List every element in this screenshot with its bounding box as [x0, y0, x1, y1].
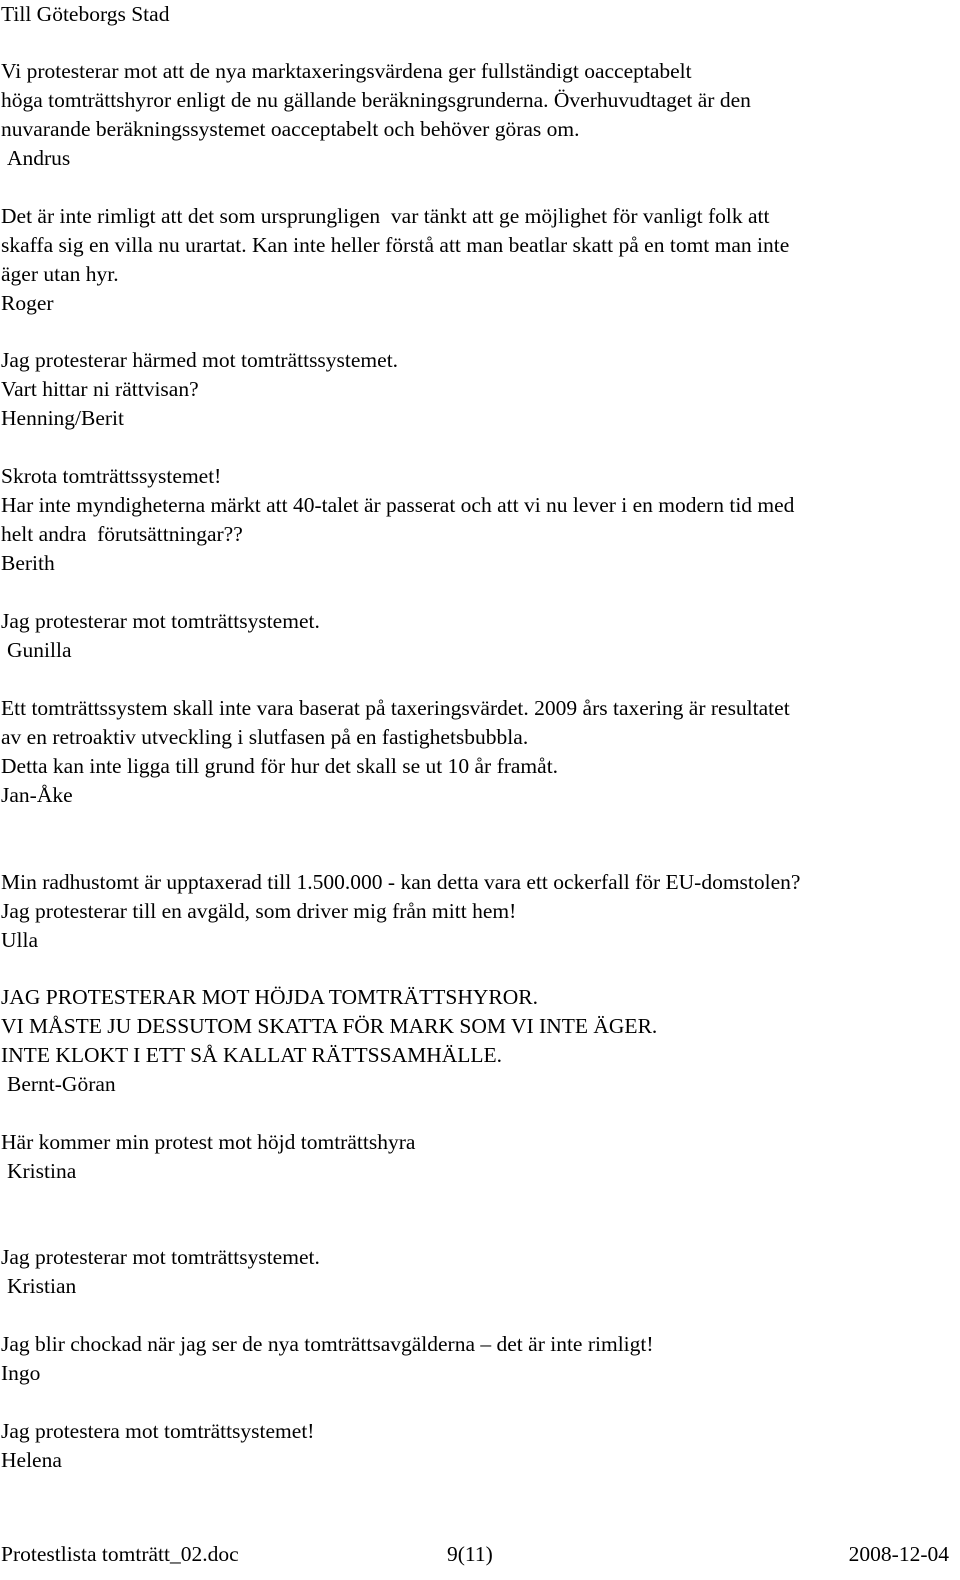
entry-line: JAG PROTESTERAR MOT HÖJDA TOMTRÄTTSHYROR.: [1, 985, 538, 1009]
entry-line: Ett tomträttssystem skall inte vara baserat på taxeringsvärdet. 2009 års taxering är resultatet: [1, 696, 790, 720]
entry-line: Jag protesterar härmed mot tomträttssystemet.: [1, 348, 399, 372]
entry-signature: Ulla: [1, 928, 39, 952]
entry-line: Här kommer min protest mot höjd tomträttshyra: [1, 1130, 416, 1154]
entry-signature: Helena: [1, 1448, 62, 1472]
entry-line: Jag protesterar mot tomträttsystemet.: [1, 609, 320, 633]
entry-signature: Berith: [1, 551, 55, 575]
entry-line: äger utan hyr.: [1, 262, 119, 286]
entry-signature: Kristian: [7, 1274, 77, 1298]
entry-line: VI MÅSTE JU DESSUTOM SKATTA FÖR MARK SOM VI INTE ÄGER.: [1, 1014, 658, 1038]
entry-line: skaffa sig en villa nu urartat. Kan inte heller förstå att man beatlar skatt på en tomt man inte: [1, 233, 790, 257]
entry-signature: Jan-Åke: [1, 783, 73, 807]
entry-line: Vart hittar ni rättvisan?: [1, 377, 199, 401]
entry-line: av en retroaktiv utveckling i slutfasen på en fastighetsbubbla.: [1, 725, 529, 749]
entry-signature: Kristina: [7, 1159, 77, 1183]
footer-date: 2008-12-04: [848, 1542, 949, 1566]
entry-signature: Bernt-Göran: [7, 1072, 116, 1096]
entry-line: Vi protesterar mot att de nya marktaxeringsvärdena ger fullständigt oacceptabelt: [1, 59, 692, 83]
entry-line: Skrota tomträttssystemet!: [1, 464, 222, 488]
entry-line: helt andra förutsättningar??: [1, 522, 243, 546]
entry-line: INTE KLOKT I ETT SÅ KALLAT RÄTTSSAMHÄLLE.: [1, 1043, 503, 1067]
entry-signature: Henning/Berit: [1, 406, 125, 430]
entry-signature: Roger: [1, 291, 54, 315]
entry-line: Jag protesterar till en avgäld, som driver mig från mitt hem!: [1, 899, 517, 923]
footer-page-number: 9(11): [447, 1542, 493, 1566]
entry-line: nuvarande beräkningssystemet oacceptabelt och behöver göras om.: [1, 117, 580, 141]
document-heading: Till Göteborgs Stad: [1, 2, 170, 26]
entry-line: höga tomträttshyror enligt de nu gällande beräkningsgrunderna. Överhuvudtaget är den: [1, 88, 751, 112]
entry-signature: Gunilla: [7, 638, 72, 662]
entry-line: Det är inte rimligt att det som ursprungligen var tänkt att ge möjlighet för vanligt folk att: [1, 204, 770, 228]
entry-line: Jag blir chockad när jag ser de nya tomträttsavgälderna – det är inte rimligt!: [1, 1332, 654, 1356]
entry-line: Jag protesterar mot tomträttsystemet.: [1, 1245, 320, 1269]
entry-signature: Andrus: [7, 146, 71, 170]
footer-filename: Protestlista tomträtt_02.doc: [1, 1542, 239, 1566]
entry-line: Min radhustomt är upptaxerad till 1.500.000 - kan detta vara ett ockerfall för EU-domstolen?: [1, 870, 801, 894]
entry-line: Detta kan inte ligga till grund för hur det skall se ut 10 år framåt.: [1, 754, 559, 778]
entry-line: Har inte myndigheterna märkt att 40-talet är passerat och att vi nu lever i en modern tid med: [1, 493, 795, 517]
entry-signature: Ingo: [1, 1361, 41, 1385]
entry-line: Jag protestera mot tomträttsystemet!: [1, 1419, 315, 1443]
